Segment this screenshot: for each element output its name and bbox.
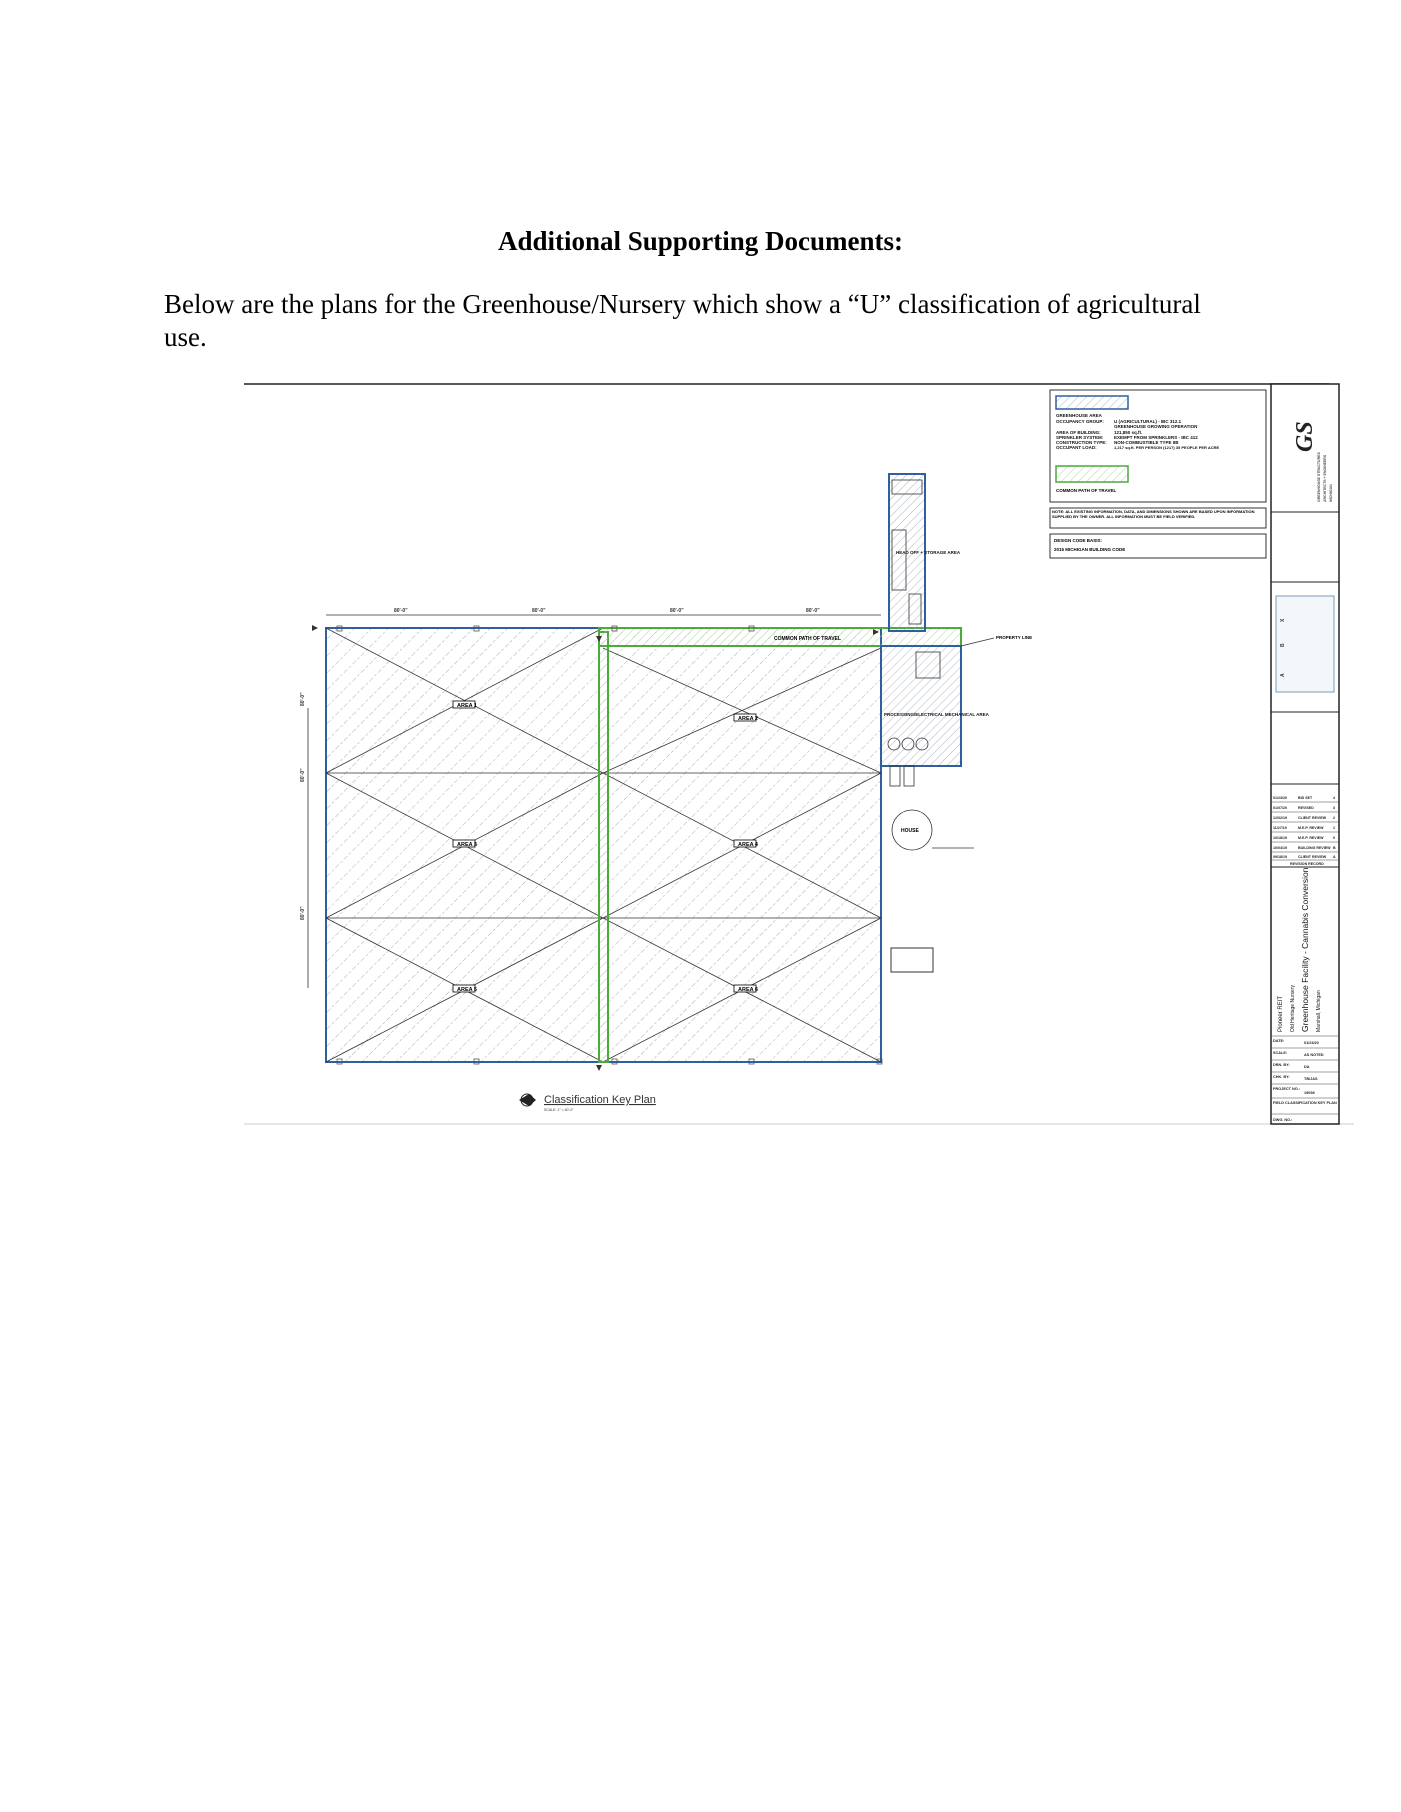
stamp-letter-x: X <box>1280 618 1286 622</box>
revision-row-date: 09/18/19 <box>1273 855 1287 859</box>
top-dim-3: 80'-0" <box>670 608 684 614</box>
revision-row-num: A <box>1333 855 1336 859</box>
top-dim-2: 80'-0" <box>532 608 546 614</box>
info-scale-value: AS NOTED <box>1304 1053 1324 1057</box>
info-date-value: 01/23/20 <box>1304 1041 1319 1045</box>
revision-row-date: 12/02/19 <box>1273 816 1287 820</box>
property-line-label: PROPERTY LINE <box>996 635 1033 640</box>
revision-row-desc: REVISED <box>1298 806 1314 810</box>
stamp-letter-b: B <box>1280 643 1286 647</box>
revisions-header: REVISION RECORD <box>1290 862 1324 866</box>
revision-row-desc: M.E.P. REVIEW <box>1298 836 1324 840</box>
top-dim-4: 80'-0" <box>806 608 820 614</box>
plan-title: Classification Key Plan <box>544 1094 656 1106</box>
info-checked-value: TB/JAS <box>1304 1077 1318 1081</box>
info-drawn-value: DA <box>1304 1065 1310 1069</box>
legend-path-label: COMMON PATH OF TRAVEL <box>1056 488 1117 493</box>
greenhouse-plan <box>300 608 961 1071</box>
legend-construction-value: NON-COMBUSTIBLE TYPE IIB <box>1114 440 1179 445</box>
firm-line-3: MICHIGAN <box>1329 484 1333 502</box>
revision-row-num: 4 <box>1333 796 1335 800</box>
plan-scale: SCALE: 1" = 40'-0" <box>544 1108 574 1112</box>
info-project-label: PROJECT NO.: <box>1273 1087 1301 1091</box>
revision-row-desc: BUILDING REVIEW <box>1298 846 1331 850</box>
area-5-label: AREA 5 <box>457 987 477 993</box>
firm-line-2: ARCHITECTS + ENGINEERS <box>1323 454 1327 502</box>
legend-occupancy-label: OCCUPANCY GROUP: <box>1056 419 1104 424</box>
legend-occupant-label: OCCUPANT LOAD: <box>1056 445 1097 450</box>
project-title: Greenhouse Facility - Cannabis Conversion <box>1300 867 1310 1032</box>
revision-row-date: 01/07/20 <box>1273 806 1287 810</box>
legend-occupant-value: 1,217 sq.ft. PER PERSON (1217) 35 PEOPLE PER ACRE <box>1114 445 1220 450</box>
legend-use-value: GREENHOUSE GROWING OPERATION <box>1114 424 1198 429</box>
legend-area-value: 121,850 sq.ft. <box>1114 430 1143 435</box>
area-4-label: AREA 4 <box>738 842 758 848</box>
area-6-label: AREA 6 <box>738 987 758 993</box>
info-date-label: DATE: <box>1273 1039 1285 1043</box>
top-dim-1: 80'-0" <box>394 608 408 614</box>
legend-box <box>1050 390 1266 558</box>
sheet-number-label: DWG. NO.: <box>1273 1118 1293 1122</box>
plan-title-block <box>519 1094 656 1112</box>
area-3-label: AREA 3 <box>457 842 477 848</box>
revision-row-num: 1 <box>1333 826 1335 830</box>
info-checked-label: CHK. BY: <box>1273 1075 1290 1079</box>
revision-row-num: 2 <box>1333 816 1335 820</box>
info-drawn-label: DRN. BY: <box>1273 1063 1290 1067</box>
intro-paragraph: Below are the plans for the Greenhouse/Nursery which show a “U” classification of agricultural use. <box>164 289 1201 352</box>
mechanical-area-label: PROCESSING/ELECTRICAL MECHANICAL AREA <box>884 712 989 717</box>
sheet-title: FIELD CLASSIFICATION KEY PLAN <box>1273 1101 1337 1105</box>
area-2-label: AREA 2 <box>738 716 758 722</box>
project-site: Old Heritage Nursery <box>1290 985 1296 1032</box>
annex-plan <box>881 474 1032 972</box>
revision-row-num: 3 <box>1333 806 1335 810</box>
legend-greenhouse-label: GREENHOUSE AREA <box>1056 413 1102 418</box>
revision-row-num: B <box>1333 846 1336 850</box>
floor-plan-drawing <box>244 382 1354 1127</box>
project-location: Marshall, Michigan <box>1316 990 1322 1032</box>
legend-area-label: AREA OF BUILDING: <box>1056 430 1101 435</box>
side-dim-3: 80'-0" <box>300 692 306 706</box>
revision-row-desc: BID SET <box>1298 796 1313 800</box>
revision-row-desc: CLIENT REVIEW <box>1298 816 1327 820</box>
info-scale-label: SCALE: <box>1273 1051 1288 1055</box>
revision-row-num: 0 <box>1333 836 1335 840</box>
revision-row-desc: M.E.P. REVIEW <box>1298 826 1324 830</box>
revision-row-date: 01/23/20 <box>1273 796 1287 800</box>
stamp-letter-a: A <box>1280 673 1286 677</box>
house-label: HOUSE <box>901 828 919 834</box>
legend-occupancy-value: U (AGRICULTURAL) - IBC 312.1 <box>1114 419 1182 424</box>
legend-construction-label: CONSTRUCTION TYPE: <box>1056 440 1107 445</box>
legend-code-value: 2015 MICHIGAN BUILDING CODE <box>1054 547 1126 552</box>
revision-row-date: 10/18/19 <box>1273 836 1287 840</box>
title-block <box>1271 384 1339 1124</box>
legend-sprinkler-label: SPRINKLER SYSTEM: <box>1056 435 1104 440</box>
area-1-label: AREA 1 <box>457 703 477 709</box>
legend-code-label: DESIGN CODE BASIS: <box>1054 538 1103 543</box>
revision-row-date: 11/27/19 <box>1273 826 1287 830</box>
project-client: Pioneer REIT <box>1278 995 1284 1032</box>
revision-row-desc: CLIENT REVIEW <box>1298 855 1327 859</box>
common-path-plan-label: COMMON PATH OF TRAVEL <box>774 636 841 642</box>
legend-sprinkler-value: EXEMPT FROM SPRINKLERS - IBC 412 <box>1114 435 1198 440</box>
firm-line-1: GREENHOUSE STRUCTURES <box>1317 452 1321 502</box>
firm-logo: GS <box>1292 421 1318 452</box>
page-heading: Additional Supporting Documents: <box>497 226 904 256</box>
side-dim-1: 80'-0" <box>300 768 306 782</box>
revision-row-date: 10/04/19 <box>1273 846 1287 850</box>
legend-note: NOTE: ALL EXISTING INFORMATION, DATA, AND DIMENSIONS SHOWN ARE BASED UPON INFORMATION SUPPLIED BY THE OWNER. ALL INFORMATION MUST BE FIELD VERIFIED. <box>1052 509 1255 519</box>
storage-area-label: HEAD OFF + STORAGE AREA <box>896 550 961 555</box>
side-dim-2: 80'-0" <box>300 906 306 920</box>
info-project-value: 19098 <box>1304 1091 1315 1095</box>
